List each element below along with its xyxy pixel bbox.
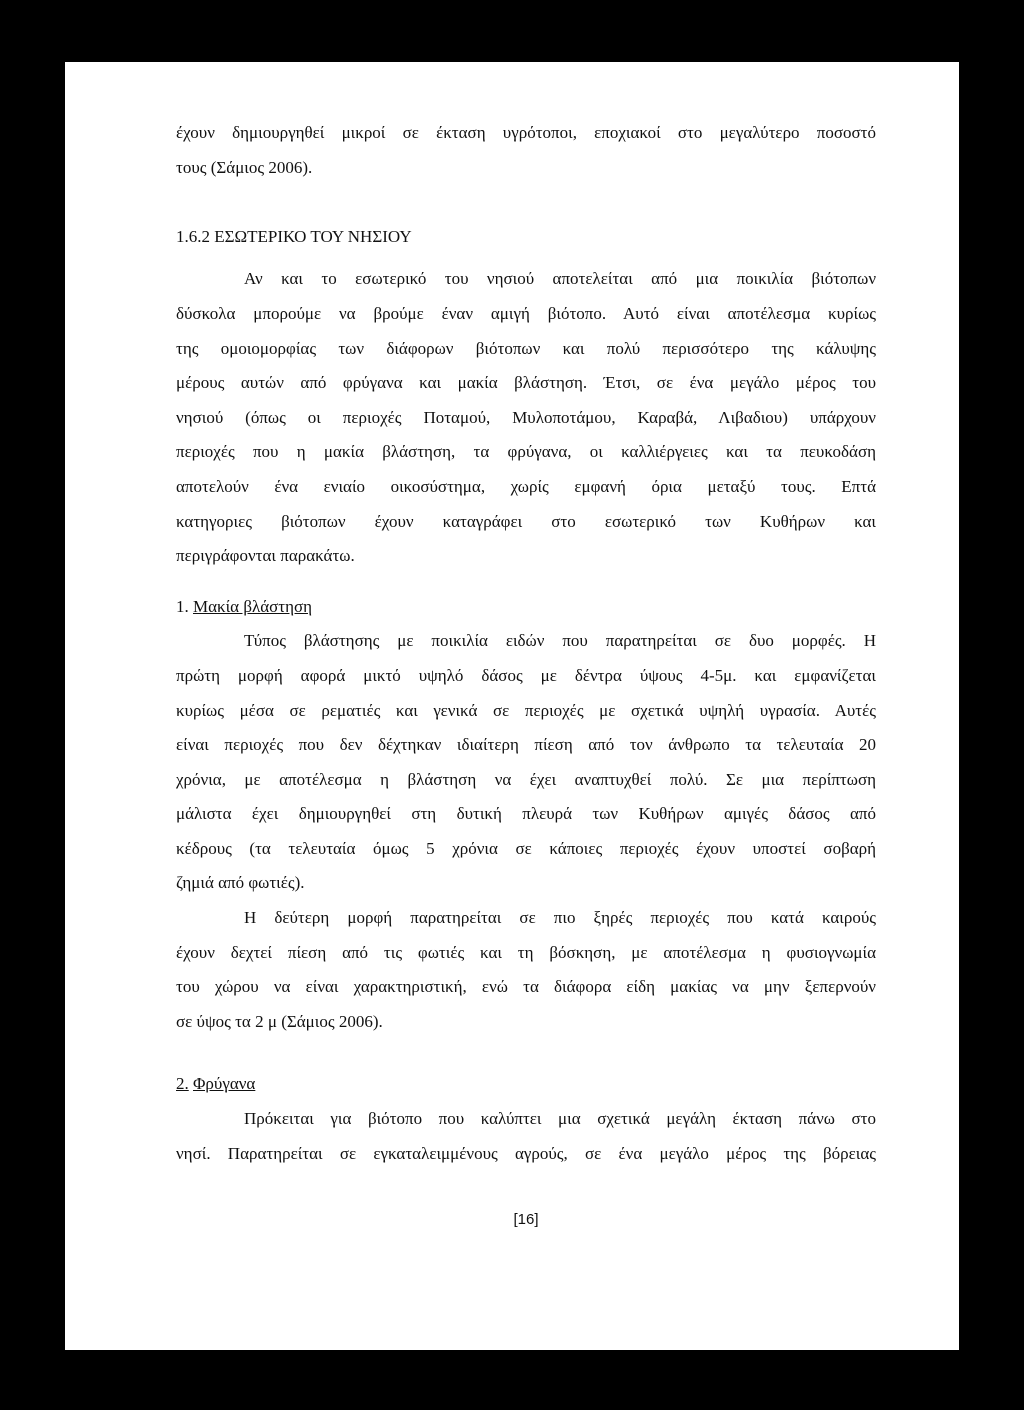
item-1-paragraph-line: ζημιά από φωτιές). (176, 873, 305, 893)
item-1-title: Μακία βλάστηση (193, 596, 313, 616)
page-content (176, 116, 876, 1228)
spacer (176, 1039, 876, 1067)
item-1-paragraph-line: κέδρους (τα τελευταία όμως 5 χρόνια σε κάποιες περιοχές έχουν υποστεί σοβαρή (176, 838, 876, 858)
section-paragraph-line: νησιού (όπως οι περιοχές Ποταμού, Μυλοποτάμου, Καραβά, Λιβαδιου) υπάρχουν (176, 407, 876, 427)
section-paragraph-line: της ομοιομορφίας των διάφορων βιότοπων και πολύ περισσότερο της κάλυψης (176, 338, 876, 358)
item-2-number: 2. (176, 1074, 189, 1094)
spacer (176, 185, 876, 220)
spacer (176, 254, 876, 262)
section-paragraph-line: Αν και το εσωτερικό του νησιού αποτελείται από μια ποικιλία βιότοπων (244, 269, 876, 289)
document-page (65, 62, 959, 1350)
section-paragraph-line: μέρους αυτών από φρύγανα και μακία βλάστηση. Έτσι, σε ένα μεγάλο μέρος του (176, 373, 876, 393)
section-heading: 1.6.2 ΕΣΩΤΕΡΙΚΟ ΤΟΥ ΝΗΣΙΟΥ (176, 226, 412, 246)
intro-line-2: τους (Σάμιος 2006). (176, 157, 313, 177)
item-1-paragraph-line: πρώτη μορφή αφορά μικτό υψηλό δάσος με δέντρα ύψους 4-5μ. και εμφανίζεται (176, 665, 876, 685)
item-1-heading (176, 590, 876, 625)
section-paragraph-line: κατηγοριες βιότοπων έχουν καταγράφει στο εσωτερικό των Κυθήρων και (176, 511, 876, 531)
item-1-paragraph-2-line: του χώρου να είναι χαρακτηριστική, ενώ τα διάφορα είδη μακίας να μην ξεπερνούν (176, 977, 876, 997)
section-paragraph-line: περιοχές που η μακία βλάστηση, τα φρύγανα, οι καλλιέργειες και τα πευκοδάση (176, 442, 876, 462)
section-paragraph-line: αποτελούν ένα ενιαίο οικοσύστημα, χωρίς εμφανή όρια μεταξύ τους. Επτά (176, 476, 876, 496)
item-1-paragraph-line: κυρίως μέσα σε ρεματιές και γενικά σε περιοχές με σχετικά υψηλή υγρασία. Αυτές (176, 700, 876, 720)
item-1-paragraph-line: είναι περιοχές που δεν δέχτηκαν ιδιαίτερη πίεση από τον άνθρωπο τα τελευταία 20 (176, 735, 876, 755)
item-1-paragraph-2-line: Η δεύτερη μορφή παρατηρείται σε πιο ξηρές περιοχές που κατά καιρούς (244, 908, 876, 928)
item-2-paragraph-line: Πρόκειται για βιότοπο που καλύπτει μια σχετικά μεγάλη έκταση πάνω στο (244, 1109, 876, 1129)
section-paragraph-line: περιγράφονται παρακάτω. (176, 546, 355, 566)
item-1-paragraph-2-line: σε ύψος τα 2 μ (Σάμιος 2006). (176, 1011, 383, 1031)
item-1-number: 1. (176, 596, 189, 616)
page-number: [16] (513, 1211, 539, 1229)
section-paragraph-line: δύσκολα μπορούμε να βρούμε έναν αμιγή βιότοπο. Αυτό είναι αποτέλεσμα κυρίως (176, 303, 876, 323)
item-1-paragraph-line: χρόνια, με αποτέλεσμα η βλάστηση να έχει αναπτυχθεί πολύ. Σε μια περίπτωση (176, 769, 876, 789)
intro-line-1: έχουν δημιουργηθεί μικροί σε έκταση υγρότοποι, εποχιακοί στο μεγαλύτερο ποσοστό (176, 123, 876, 142)
footer (176, 1211, 876, 1228)
item-2-paragraph-line: νησί. Παρατηρείται σε εγκαταλειμμένους αγρούς, σε ένα μεγάλο μέρος της βόρειας (176, 1143, 876, 1163)
spacer (176, 574, 876, 590)
item-1-paragraph-line: Τύπος βλάστησης με ποικιλία ειδών που παρατηρείται σε δυο μορφές. Η (244, 631, 876, 651)
item-1-paragraph-2-line: έχουν δεχτεί πίεση από τις φωτιές και τη βόσκηση, με αποτέλεσμα η φυσιογνωμία (176, 942, 876, 962)
item-2-title: Φρύγανα (193, 1074, 256, 1094)
item-1-paragraph-line: μάλιστα έχει δημιουργηθεί στη δυτική πλευρά των Κυθήρων αμιγές δάσος από (176, 804, 876, 824)
item-2-heading (176, 1067, 876, 1102)
